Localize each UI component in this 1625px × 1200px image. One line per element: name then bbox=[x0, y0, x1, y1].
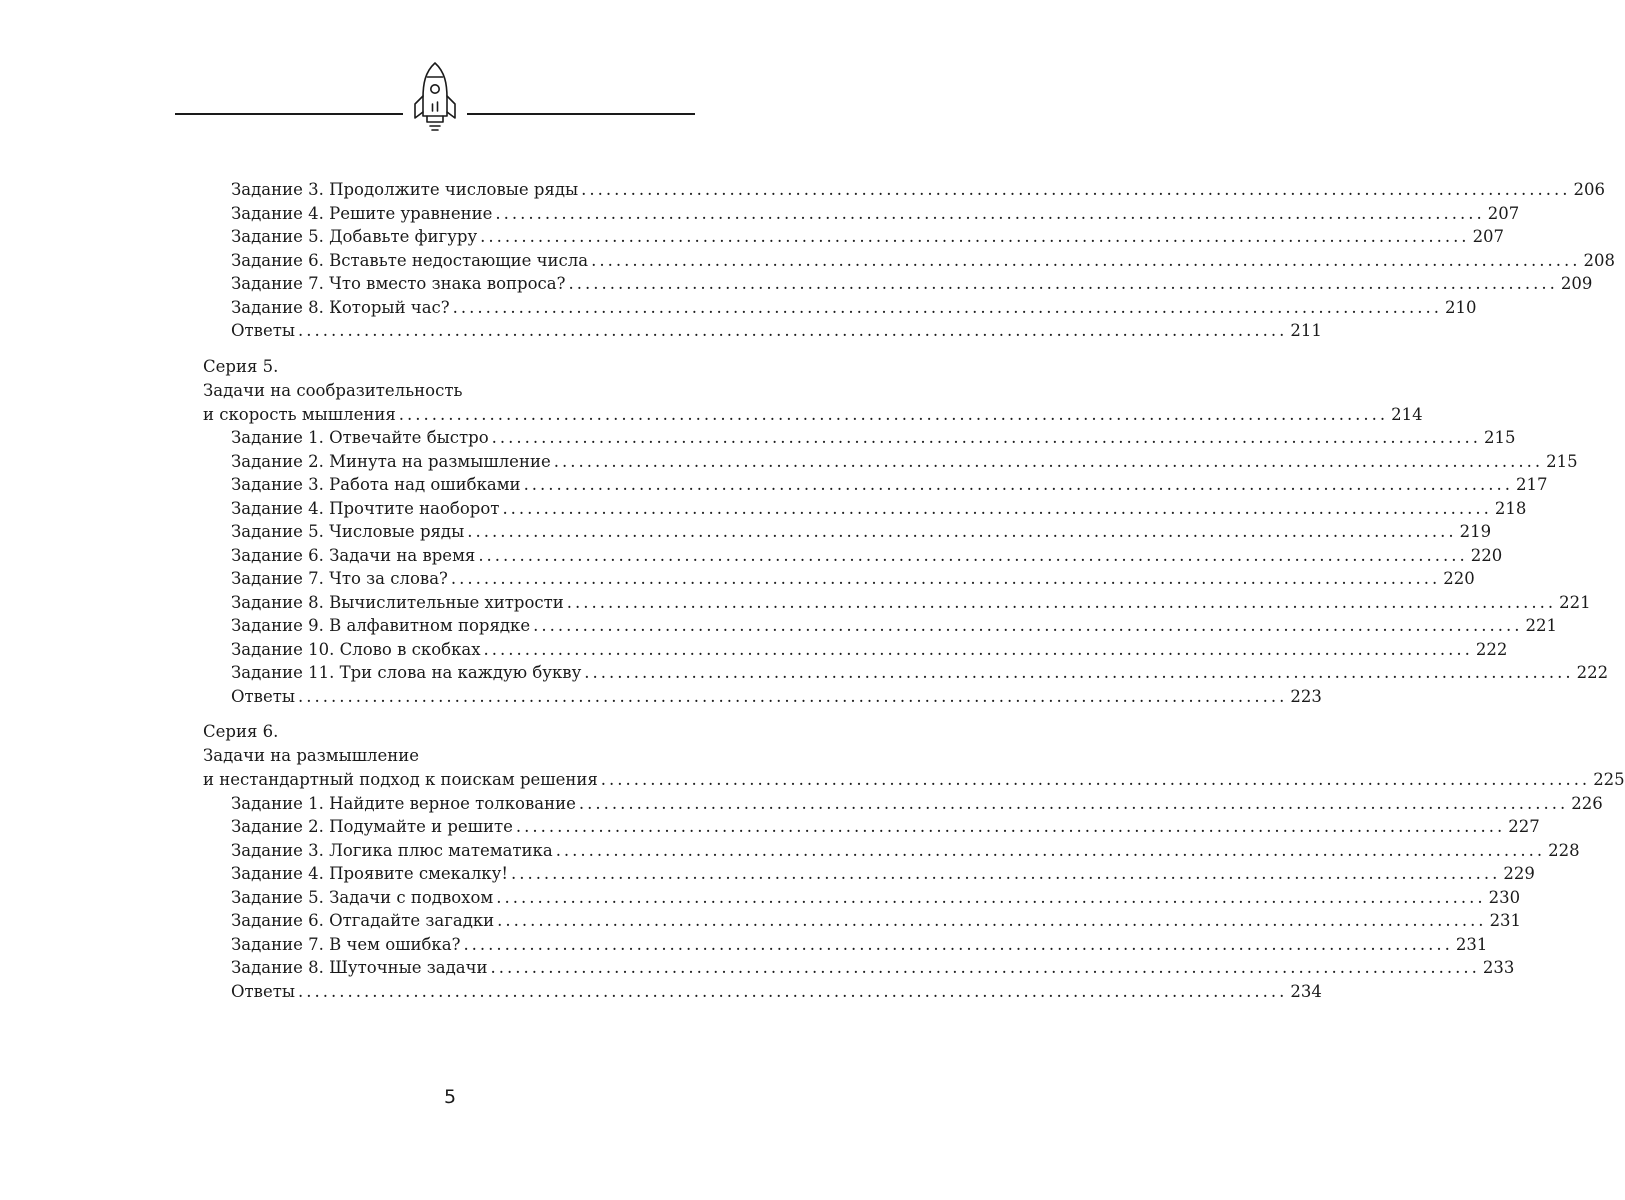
toc-leader-dots: ........................................................................................................................ bbox=[581, 180, 1571, 199]
toc-entry-title: Задание 6. Задачи на время bbox=[231, 545, 476, 565]
toc-entry-title: Задание 5. Задачи с подвохом bbox=[231, 887, 494, 907]
toc-entry bbox=[203, 638, 1508, 662]
toc-entry bbox=[203, 661, 1609, 685]
toc-entry-page: 225 bbox=[1593, 770, 1625, 789]
toc-entry-page: 223 bbox=[1290, 686, 1322, 706]
toc-entry-page: 229 bbox=[1503, 864, 1535, 883]
toc-entry-page: 218 bbox=[1494, 498, 1527, 518]
toc-entry bbox=[203, 933, 1488, 957]
toc-entry-title: Задание 11. Три слова на каждую букву bbox=[231, 663, 582, 682]
toc-entry-page: 217 bbox=[1515, 475, 1548, 494]
toc-leader-dots: ........................................................................................................................ bbox=[483, 639, 1473, 659]
toc-entry-page: 214 bbox=[1391, 404, 1423, 424]
toc-entry-page: 220 bbox=[1443, 569, 1475, 588]
toc-entry bbox=[203, 296, 1477, 320]
toc-entry-page: 208 bbox=[1583, 250, 1615, 270]
toc-entry-title: Задание 6. Отгадайте загадки bbox=[231, 911, 495, 930]
toc-entry bbox=[203, 497, 1527, 521]
toc-entry-title: Задание 8. Шуточные задачи bbox=[231, 958, 488, 977]
toc-leader-dots: ........................................................................................................................ bbox=[496, 887, 1486, 907]
toc-entry bbox=[203, 614, 1558, 638]
toc-entry-page: 219 bbox=[1459, 522, 1492, 541]
toc-leader-dots: ........................................................................................................................ bbox=[591, 250, 1581, 270]
series-title-line: Задачи на сообразительность bbox=[203, 380, 463, 400]
toc-entry-page: 220 bbox=[1470, 545, 1503, 565]
toc-entry-page: 215 bbox=[1484, 428, 1516, 447]
toc-entry-answers bbox=[203, 980, 1322, 1004]
toc-leader-dots: ........................................................................................................................ bbox=[502, 498, 1492, 518]
toc-entry-page: 221 bbox=[1525, 616, 1558, 635]
toc-leader-dots: ........................................................................................................................ bbox=[478, 545, 1468, 565]
toc-leader-dots: ........................................................................................................................ bbox=[297, 321, 1288, 340]
rocket-icon bbox=[410, 60, 460, 138]
toc-leader-dots: ........................................................................................................................ bbox=[495, 203, 1485, 223]
toc-entry bbox=[203, 815, 1540, 839]
toc-leader-dots: ........................................................................................................................ bbox=[515, 817, 1506, 836]
toc-entry-title: Задание 2. Подумайте и решите bbox=[231, 817, 513, 836]
toc-entry-title: Задание 3. Продолжите числовые ряды bbox=[231, 180, 579, 199]
toc-entry-title: Задание 1. Отвечайте быстро bbox=[231, 428, 489, 447]
toc-entry-title: Задание 3. Логика плюс математика bbox=[231, 840, 553, 860]
series-title-entry bbox=[203, 768, 1625, 792]
table-of-contents bbox=[203, 178, 1625, 1003]
toc-leader-dots: ........................................................................................................................ bbox=[568, 274, 1558, 293]
toc-leader-dots: ........................................................................................................................ bbox=[553, 451, 1544, 471]
toc-leader-dots: ........................................................................................................................ bbox=[463, 934, 1453, 954]
toc-entry-title: Ответы bbox=[231, 981, 295, 1001]
toc-entry-page: 234 bbox=[1290, 981, 1322, 1001]
toc-entry bbox=[203, 473, 1548, 497]
page-header-ornament bbox=[175, 60, 695, 140]
toc-entry bbox=[203, 886, 1521, 910]
toc-entry bbox=[203, 839, 1580, 863]
toc-entry bbox=[203, 792, 1603, 816]
toc-leader-dots: ........................................................................................................................ bbox=[490, 958, 1480, 977]
toc-entry bbox=[203, 567, 1475, 591]
toc-entry bbox=[203, 591, 1591, 615]
toc-leader-dots: ........................................................................................................................ bbox=[510, 864, 1501, 883]
series-title-line: и нестандартный подход к поискам решения bbox=[203, 770, 598, 789]
toc-entry-answers bbox=[203, 685, 1322, 709]
toc-entry-title: Задание 4. Проявите смекалку! bbox=[231, 864, 508, 883]
toc-leader-dots: ........................................................................................................................ bbox=[467, 522, 1457, 541]
toc-leader-dots: ........................................................................................................................ bbox=[450, 569, 1441, 588]
toc-entry bbox=[203, 544, 1503, 568]
toc-entry bbox=[203, 178, 1606, 202]
toc-leader-dots: ........................................................................................................................ bbox=[555, 840, 1546, 860]
toc-entry-title: Задание 7. Что за слова? bbox=[231, 569, 448, 588]
toc-leader-dots: ........................................................................................................................ bbox=[452, 297, 1443, 317]
toc-leader-dots: ........................................................................................................................ bbox=[578, 793, 1569, 813]
header-rule-left bbox=[175, 113, 403, 115]
toc-leader-dots: ........................................................................................................................ bbox=[566, 592, 1557, 612]
toc-leading-items bbox=[203, 178, 1615, 343]
toc-entry-page: 209 bbox=[1560, 274, 1593, 293]
toc-entry bbox=[203, 225, 1505, 249]
toc-leader-dots: ........................................................................................................................ bbox=[533, 616, 1523, 635]
toc-leader-dots: ........................................................................................................................ bbox=[600, 770, 1591, 789]
toc-entry-title: Задание 5. Добавьте фигуру bbox=[231, 227, 478, 246]
toc-entry bbox=[203, 249, 1615, 273]
toc-series-5 bbox=[203, 355, 1609, 709]
toc-leader-dots: ........................................................................................................................ bbox=[497, 911, 1487, 930]
toc-entry bbox=[203, 909, 1522, 933]
toc-entry-title: Ответы bbox=[231, 686, 295, 706]
toc-leader-dots: ........................................................................................................................ bbox=[297, 686, 1288, 706]
toc-entry bbox=[203, 202, 1520, 226]
series-title-entry bbox=[203, 403, 1423, 427]
toc-entry-title: Задание 2. Минута на размышление bbox=[231, 451, 551, 471]
header-rule-right bbox=[467, 113, 695, 115]
toc-entry bbox=[203, 426, 1516, 450]
toc-entry-title: Задание 7. В чем ошибка? bbox=[231, 934, 461, 954]
toc-entry bbox=[203, 862, 1535, 886]
toc-entry-title: Задание 4. Прочтите наоборот bbox=[231, 498, 500, 518]
toc-entry-page: 222 bbox=[1576, 663, 1609, 682]
toc-entry-page: 231 bbox=[1489, 911, 1522, 930]
toc-entry-title: Задание 5. Числовые ряды bbox=[231, 522, 465, 541]
toc-entry-title: Задание 6. Вставьте недостающие числа bbox=[231, 250, 589, 270]
toc-entry-page: 206 bbox=[1573, 180, 1606, 199]
toc-entry-page: 210 bbox=[1445, 297, 1477, 317]
toc-entry bbox=[203, 272, 1593, 296]
toc-leader-dots: ........................................................................................................................ bbox=[297, 981, 1288, 1001]
toc-leader-dots: ........................................................................................................................ bbox=[523, 475, 1513, 494]
toc-entry-page: 207 bbox=[1487, 203, 1520, 223]
toc-entry-title: Задание 10. Слово в скобках bbox=[231, 639, 481, 659]
series-title-line: и скорость мышления bbox=[203, 404, 396, 424]
page-number: 5 bbox=[443, 1086, 457, 1108]
toc-entry-page: 233 bbox=[1482, 958, 1515, 977]
toc-entry bbox=[203, 450, 1578, 474]
toc-entry-page: 230 bbox=[1488, 887, 1521, 907]
toc-entry-page: 226 bbox=[1571, 793, 1603, 813]
toc-entry-page: 228 bbox=[1548, 840, 1580, 860]
toc-entry bbox=[203, 956, 1515, 980]
toc-entry-answers bbox=[203, 319, 1322, 343]
toc-entry-title: Задание 8. Который час? bbox=[231, 297, 450, 317]
toc-entry-page: 227 bbox=[1508, 817, 1540, 836]
series-heading: Серия 6. bbox=[203, 722, 279, 741]
toc-entry-page: 207 bbox=[1472, 227, 1505, 246]
toc-entry-title: Ответы bbox=[231, 321, 295, 340]
toc-leader-dots: ........................................................................................................................ bbox=[491, 428, 1482, 447]
toc-entry-title: Задание 8. Вычислительные хитрости bbox=[231, 592, 564, 612]
toc-leader-dots: ........................................................................................................................ bbox=[398, 404, 1389, 424]
toc-entry-page: 211 bbox=[1290, 321, 1322, 340]
series-title-line: Задачи на размышление bbox=[203, 746, 420, 765]
toc-entry-title: Задание 7. Что вместо знака вопроса? bbox=[231, 274, 566, 293]
toc-leader-dots: ........................................................................................................................ bbox=[584, 663, 1574, 682]
toc-entry-title: Задание 4. Решите уравнение bbox=[231, 203, 493, 223]
toc-entry bbox=[203, 520, 1492, 544]
toc-entry-page: 231 bbox=[1455, 934, 1488, 954]
toc-entry-page: 222 bbox=[1475, 639, 1508, 659]
toc-entry-page: 215 bbox=[1546, 451, 1578, 471]
toc-entry-title: Задание 1. Найдите верное толкование bbox=[231, 793, 576, 813]
toc-series-6 bbox=[203, 720, 1625, 1003]
toc-leader-dots: ........................................................................................................................ bbox=[480, 227, 1470, 246]
toc-entry-title: Задание 3. Работа над ошибками bbox=[231, 475, 521, 494]
series-heading: Серия 5. bbox=[203, 356, 279, 376]
toc-entry-page: 221 bbox=[1559, 592, 1591, 612]
toc-entry-title: Задание 9. В алфавитном порядке bbox=[231, 616, 531, 635]
